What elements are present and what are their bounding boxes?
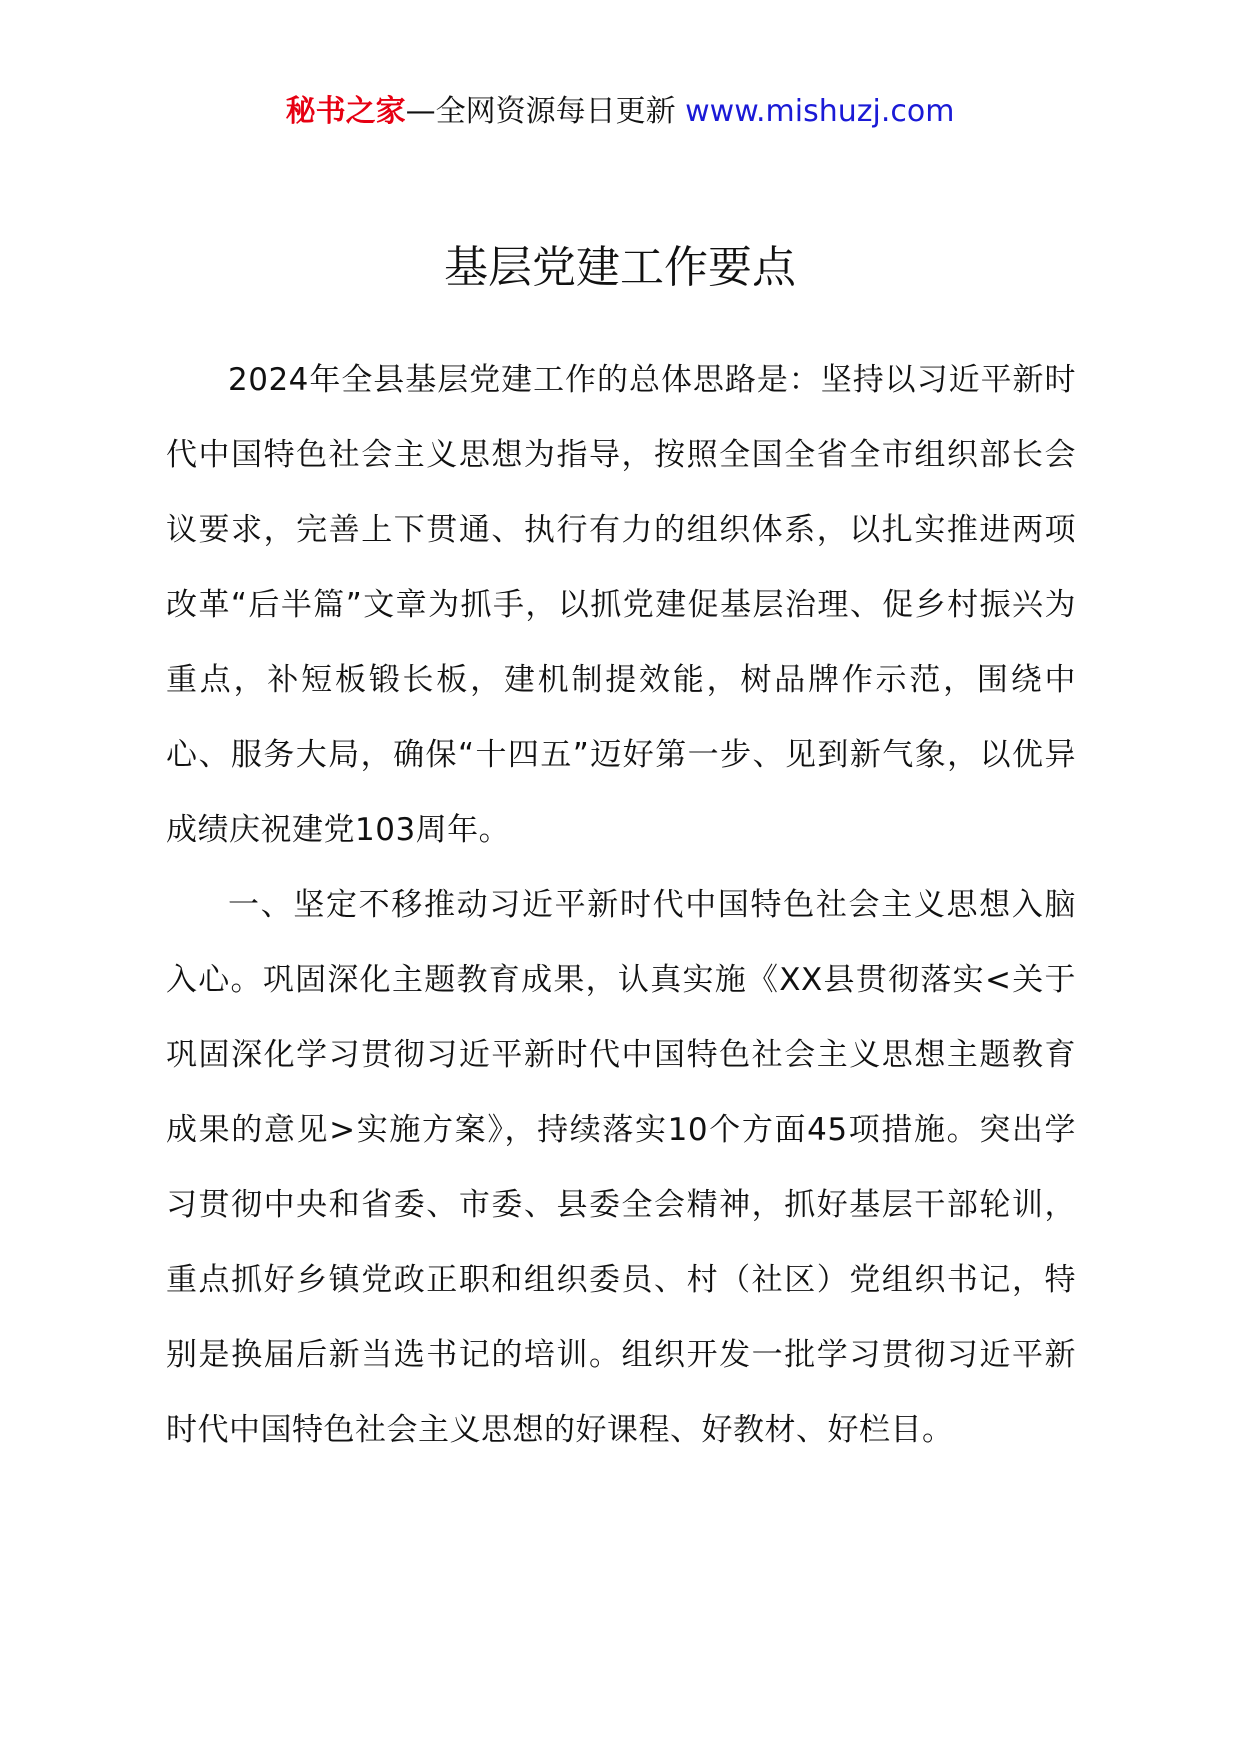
document-title: 基层党建工作要点 [444, 242, 796, 293]
document-body [166, 343, 1076, 1468]
paragraph-overview: 2024年全县基层党建工作的总体思路是：坚持以习近平新时代中国特色社会主义思想为指导，按照全国全省全市组织部长会议要求，完善上下贯通、执行有力的组织体系，以扎实推进两项改革“后半篇”文章为抓手，以抓党建促基层治理、促乡村振兴为重点，补短板锻长板，建机制提效能，树品牌作示范，围绕中心、服务大局，确保“十四五”迈好第一步、见到新气象，以优异成绩庆祝建党103周年。 [166, 362, 1076, 848]
paragraph-section-one: 一、坚定不移推动习近平新时代中国特色社会主义思想入脑入心。巩固深化主题教育成果，认真实施《XX县贯彻落实<关于巩固深化学习贯彻习近平新时代中国特色社会主义思想主题教育成果的意见>实施方案》，持续落实10个方面45项措施。突出学习贯彻中央和省委、市委、县委全会精神，抓好基层干部轮训，重点抓好乡镇党政正职和组织委员、村（社区）党组织书记，特别是换届后新当选书记的培训。组织开发一批学习贯彻习近平新时代中国特色社会主义思想的好课程、好教材、好栏目。 [166, 887, 1076, 1448]
banner-slogan: —全网资源每日更新 [405, 94, 676, 129]
brand-name: 秘书之家 [285, 94, 406, 129]
site-url-link[interactable]: www.mishuzj.com [685, 94, 955, 129]
site-banner [0, 92, 1240, 132]
